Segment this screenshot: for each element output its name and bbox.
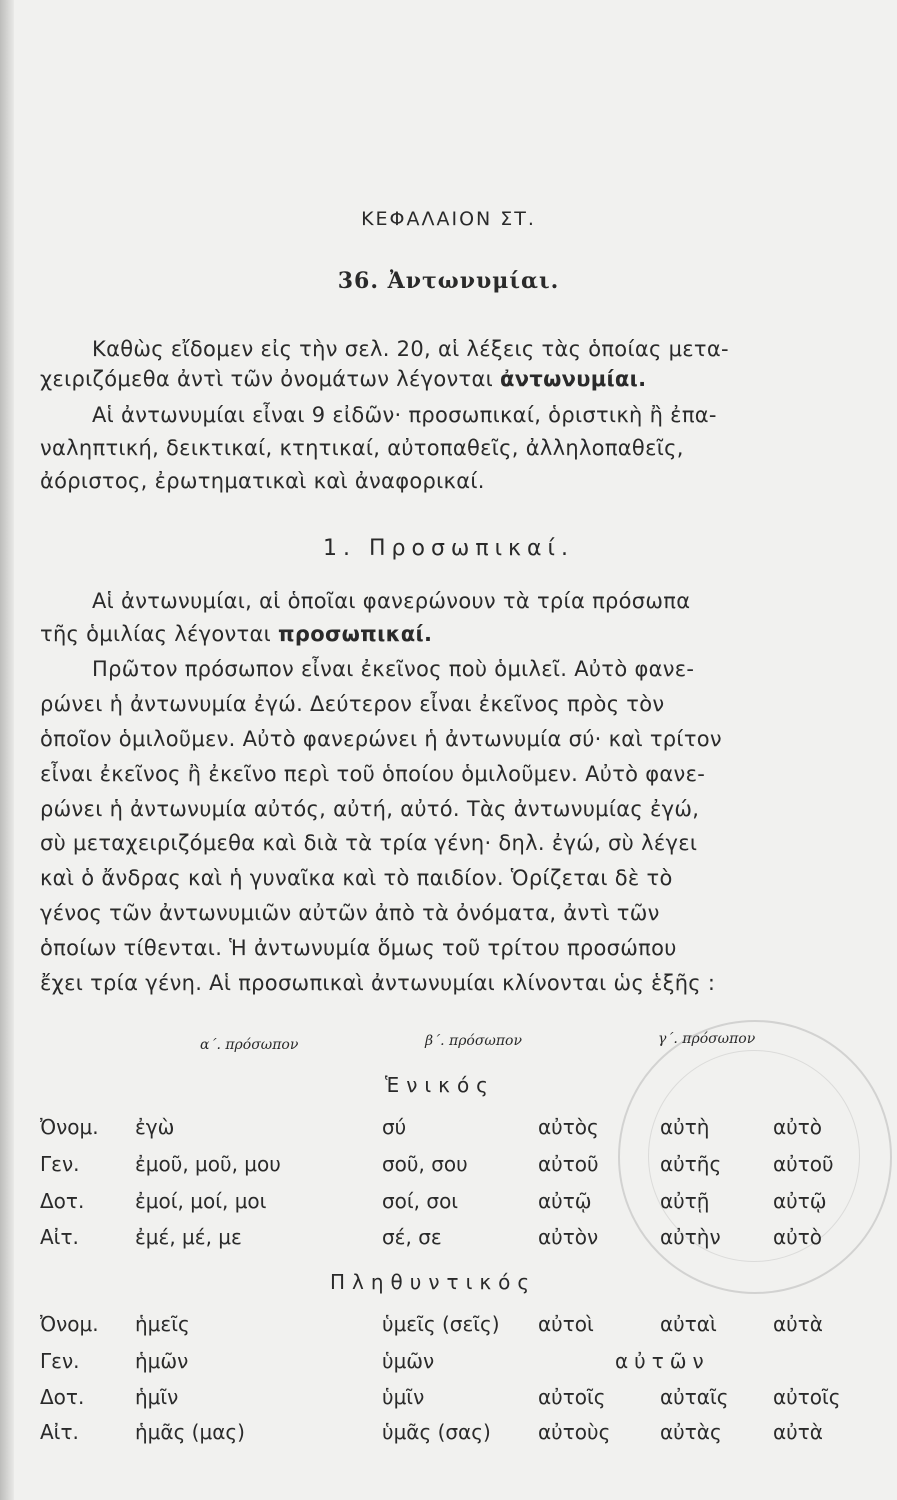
table-cell: αὐτὸ — [773, 1115, 823, 1139]
table-cell: σύ — [382, 1115, 407, 1139]
table-cell: αὐτὸ — [773, 1225, 823, 1249]
table-cell: αὐτὴν — [660, 1225, 721, 1249]
table-cell: σοί, σοι — [382, 1189, 459, 1213]
table-cell: ἡμᾶς (μας) — [135, 1420, 245, 1444]
text-line: ἔχει τρία γένη. Αἱ προσωπικαὶ ἀντωνυμίαι κλίνονται ὡς ἑξῆς : — [40, 971, 716, 995]
table-cell: ἐγὼ — [135, 1115, 175, 1139]
text-line: Πρῶτον πρόσωπον εἶναι ἐκεῖνος ποὺ ὁμιλεῖ. Αὐτὸ φανε- — [92, 657, 695, 681]
table-cell: αὐτοὺς — [538, 1420, 611, 1444]
table-cell: ἐμέ, μέ, με — [135, 1225, 242, 1249]
text-line: Αἱ ἀντωνυμίαι, αἱ ὁποῖαι φανερώνουν τὰ τρία πρόσωπα — [92, 589, 691, 613]
subheading: 1. Προσωπικαί. — [323, 536, 574, 561]
table-cell: σοῦ, σου — [382, 1152, 468, 1176]
table-cell: αὐταὶ — [660, 1312, 717, 1336]
text-line: χειριζόμεθα ἀντὶ τῶν ὀνομάτων λέγονται ἀντωνυμίαι. — [40, 367, 647, 391]
table-cell: αὐτοῦ — [773, 1152, 834, 1176]
text-line: σὺ μεταχειριζόμεθα καὶ διὰ τὰ τρία γένη· δηλ. ἐγώ, σὺ λέγει — [40, 831, 698, 855]
text-line: ἀόριστος, ἐρωτηματικαὶ καὶ ἀναφορικαί. — [40, 469, 485, 493]
table-cell: ὑμῖν — [382, 1385, 425, 1409]
plural-label: Πληθυντικός — [330, 1270, 537, 1294]
table-cell: αὐτὸς — [538, 1115, 599, 1139]
table-cell: αὐτὴ — [660, 1115, 710, 1139]
table-cell: αὐτῇ — [660, 1189, 710, 1213]
table-cell: ὑμᾶς (σας) — [382, 1420, 491, 1444]
text-line: ὁποίων τίθενται. Ἡ ἀντωνυμία ὅμως τοῦ τρίτου προσώπου — [40, 936, 677, 960]
case-label: Αἰτ. — [40, 1420, 79, 1444]
case-label: Ὀνομ. — [40, 1312, 99, 1336]
table-cell: ἡμῖν — [135, 1385, 179, 1409]
case-label: Δοτ. — [40, 1189, 85, 1213]
chapter-heading: ΚΕΦΑΛΑΙΟΝ ΣΤ. — [361, 208, 536, 230]
text-line: γένος τῶν ἀντωνυμιῶν αὐτῶν ἀπὸ τὰ ὀνόματα, ἀντὶ τῶν — [40, 901, 660, 925]
table-cell: αὐτῶν — [615, 1349, 710, 1373]
section-title: 36. Ἀντωνυμίαι. — [337, 268, 560, 294]
case-label: Ὀνομ. — [40, 1115, 99, 1139]
table-cell: αὐταῖς — [660, 1385, 729, 1409]
person-header-3: γ΄. πρόσωπον — [658, 1031, 756, 1047]
table-cell: αὐτὰς — [660, 1420, 722, 1444]
table-cell: αὐτοῖς — [538, 1385, 606, 1409]
table-cell: αὐτοῦ — [538, 1152, 599, 1176]
table-cell: σέ, σε — [382, 1225, 442, 1249]
text-line: καὶ ὁ ἄνδρας καὶ ἡ γυναῖκα καὶ τὸ παιδίον. Ὁρίζεται δὲ τὸ — [40, 866, 673, 890]
table-cell: αὐτῆς — [660, 1152, 722, 1176]
case-label: Γεν. — [40, 1152, 80, 1176]
table-cell: αὐτὸν — [538, 1225, 599, 1249]
table-cell: ἐμοῦ, μοῦ, μου — [135, 1152, 281, 1176]
text-line: Αἱ ἀντωνυμίαι εἶναι 9 εἰδῶν· προσωπικαί, ὁριστικὴ ἢ ἐπα- — [92, 403, 717, 427]
table-cell: αὐτὰ — [773, 1312, 823, 1336]
table-cell: ἡμῶν — [135, 1349, 189, 1373]
table-cell: ὑμεῖς (σεῖς) — [382, 1312, 500, 1336]
table-cell: αὐτοῖς — [773, 1385, 841, 1409]
table-cell: αὐτοὶ — [538, 1312, 594, 1336]
text-line: τῆς ὁμιλίας λέγονται προσωπικαί. — [40, 622, 433, 646]
text-line: Καθὼς εἴδομεν εἰς τὴν σελ. 20, αἱ λέξεις τὰς ὁποίας μετα- — [92, 337, 729, 361]
text-line: ρώνει ἡ ἀντωνυμία ἐγώ. Δεύτερον εἶναι ἐκεῖνος πρὸς τὸν — [40, 692, 665, 716]
table-cell: αὐτῷ — [773, 1189, 827, 1213]
text-line: ναληπτική, δεικτικαί, κτητικαί, αὐτοπαθεῖς, ἀλληλοπαθεῖς, — [40, 436, 684, 460]
text-line: εἶναι ἐκεῖνος ἢ ἐκεῖνο περὶ τοῦ ὁποίου ὁμιλοῦμεν. Αὐτὸ φανε- — [40, 762, 706, 786]
case-label: Δοτ. — [40, 1385, 85, 1409]
person-header-2: β΄. πρόσωπον — [425, 1033, 522, 1049]
case-label: Γεν. — [40, 1349, 80, 1373]
table-cell: ἐμοί, μοί, μοι — [135, 1189, 267, 1213]
text-line: ρώνει ἡ ἀντωνυμία αὐτός, αὐτή, αὐτό. Τὰς ἀντωνυμίας ἐγώ, — [40, 797, 700, 821]
table-cell: αὐτῷ — [538, 1189, 592, 1213]
text-line: ὁποῖον ὁμιλοῦμεν. Αὐτὸ φανερώνει ἡ ἀντωνυμία σύ· καὶ τρίτον — [40, 727, 722, 751]
table-cell: ἡμεῖς — [135, 1312, 190, 1336]
person-header-1: α΄. πρόσωπον — [200, 1037, 299, 1053]
table-cell: ὑμῶν — [382, 1349, 435, 1373]
case-label: Αἰτ. — [40, 1225, 79, 1249]
singular-label: Ἑνικός — [385, 1073, 495, 1097]
table-cell: αὐτὰ — [773, 1420, 823, 1444]
